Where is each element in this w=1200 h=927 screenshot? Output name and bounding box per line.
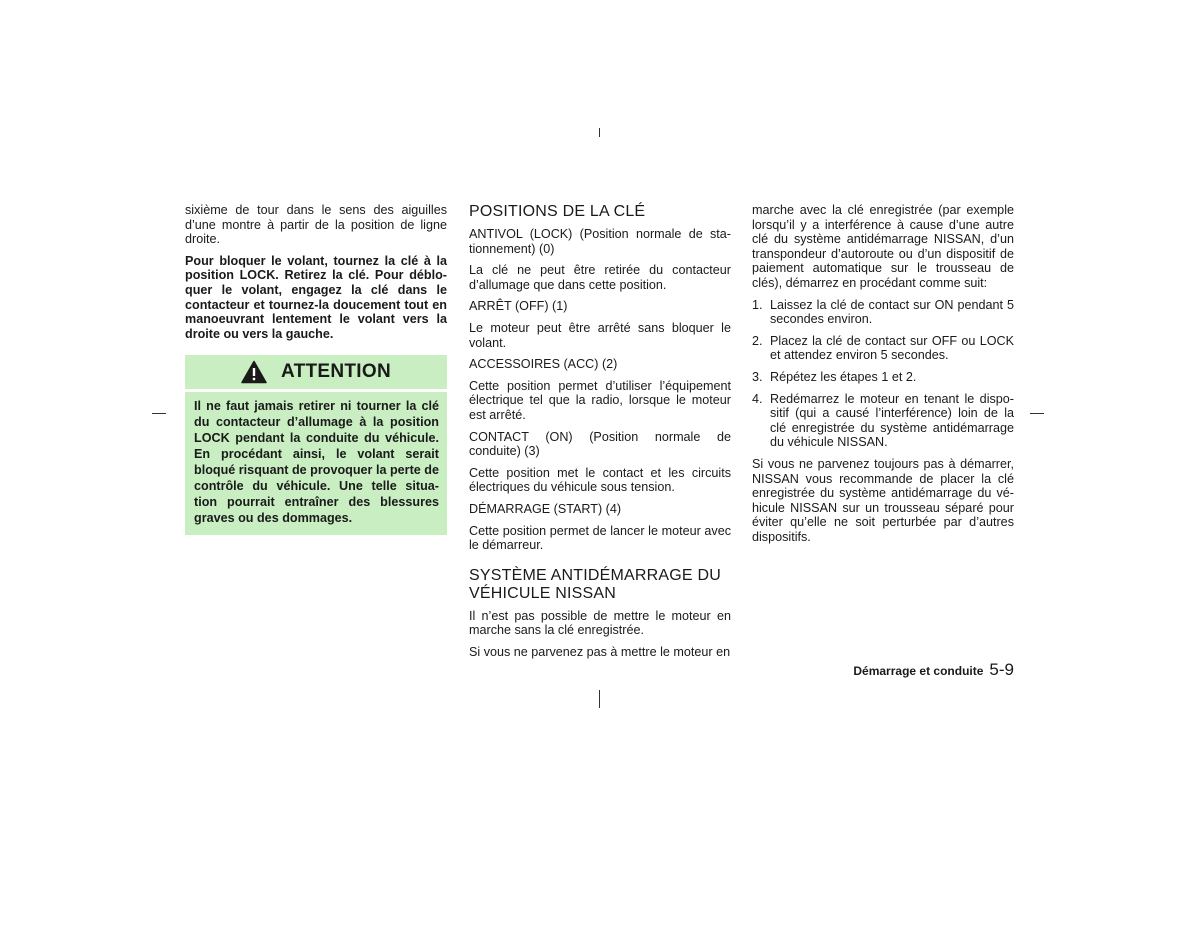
- paragraph: DÉMARRAGE (START) (4): [469, 501, 622, 516]
- step-number: 2.: [752, 333, 763, 348]
- paragraph: marche avec la clé enregistrée (par exemple lorsqu’il y a interférence à cause d’une autre clé du système antidémarrage NISSAN, d’un transpondeur d’autoroute ou d’un dispositif de paiement automatique sur le trousseau de clés), démarrez en procédant comme suit:: [752, 203, 1014, 290]
- section-heading-immobilizer: SYSTÈME ANTIDÉMARRAGE DU VÉHICULE NISSAN: [469, 566, 721, 602]
- paragraph-bold: Pour bloquer le volant, tournez la clé à la position LOCK. Retirez la clé. Pour déblo- quer le volant, engagez la clé dans le contacteur et tournez-la doucement tout en manoeuvrant lentement le volant vers la droite ou vers la gauche.: [185, 253, 447, 341]
- crop-mark-top: [599, 128, 600, 137]
- paragraph: Cette position permet d’utiliser l’équipement électrique tel que la radio, lorsque le moteur est arrêté.: [469, 378, 731, 422]
- step-text: Placez la clé de contact sur OFF ou LOCK et attendez environ 5 secondes.: [770, 333, 1014, 363]
- column-right: [752, 203, 1014, 551]
- step-number: 1.: [752, 297, 763, 312]
- paragraph: sixième de tour dans le sens des aiguilles d’une montre à partir de la position de ligne droite.: [185, 203, 447, 247]
- step-number: 4.: [752, 391, 763, 406]
- step-text: Laissez la clé de contact sur ON pendant 5 secondes environ.: [770, 297, 1014, 327]
- attention-header: [185, 355, 447, 389]
- column-middle: [469, 203, 731, 666]
- attention-box: [185, 355, 447, 535]
- paragraph: ANTIVOL (LOCK) (Position normale de sta- tionnement) (0): [469, 227, 731, 256]
- step-text: Répétez les étapes 1 et 2.: [770, 369, 917, 384]
- column-left: [185, 203, 447, 535]
- list-item: [752, 334, 1014, 363]
- crop-mark-left: [152, 413, 166, 414]
- paragraph: Cette position met le contact et les circuits électriques du véhicule sous tension.: [469, 465, 731, 495]
- paragraph: ARRÊT (OFF) (1): [469, 299, 568, 314]
- list-item: [752, 298, 1014, 327]
- section-name: Démarrage et conduite: [853, 664, 984, 678]
- step-number: 3.: [752, 369, 763, 384]
- list-item: [752, 392, 1014, 450]
- steps-list: [752, 298, 1014, 450]
- paragraph: Si vous ne parvenez pas à mettre le moteur en: [469, 644, 731, 659]
- crop-mark-right: [1030, 413, 1044, 414]
- list-item: [752, 370, 1014, 385]
- step-text: Redémarrez le moteur en tenant le dispo- sitif (qui a causé l’interférence) loin de la clé enregistrée du système antidémarrage du véhicule NISSAN.: [770, 391, 1014, 450]
- page-footer: [820, 660, 1014, 680]
- warning-triangle-icon: [241, 360, 267, 384]
- paragraph: Si vous ne parvenez toujours pas à démarrer, NISSAN vous recommande de placer la clé enregistrée du système antidémarrage du vé- hicule NISSAN sur un trousseau séparé pour éviter qu’elle ne soit perturbée par d’autres dispositifs.: [752, 456, 1014, 544]
- paragraph: CONTACT (ON) (Position normale de conduite) (3): [469, 429, 731, 459]
- paragraph: Cette position permet de lancer le moteur avec le démarreur.: [469, 523, 731, 553]
- paragraph: Le moteur peut être arrêté sans bloquer le volant.: [469, 320, 731, 350]
- section-heading-key-positions: POSITIONS DE LA CLÉ: [469, 203, 646, 220]
- page-number: 5-9: [989, 660, 1014, 679]
- attention-title: ATTENTION: [280, 361, 391, 383]
- attention-text: Il ne faut jamais retirer ni tourner la clé du contacteur d’allumage à la position LOCK pendant la conduite du véhicule. En procédant ainsi, le volant serait bloqué risquant de provoquer la perte de contrôle du véhicule. Une telle situa- tion pourrait entraîner des blessures graves ou des dommages.: [194, 399, 439, 526]
- paragraph: ACCESSOIRES (ACC) (2): [469, 357, 618, 372]
- crop-mark-bottom: [599, 690, 600, 708]
- paragraph: La clé ne peut être retirée du contacteur d’allumage que dans cette position.: [469, 263, 731, 292]
- paragraph: Il n’est pas possible de mettre le moteur en marche sans la clé enregistrée.: [469, 608, 731, 638]
